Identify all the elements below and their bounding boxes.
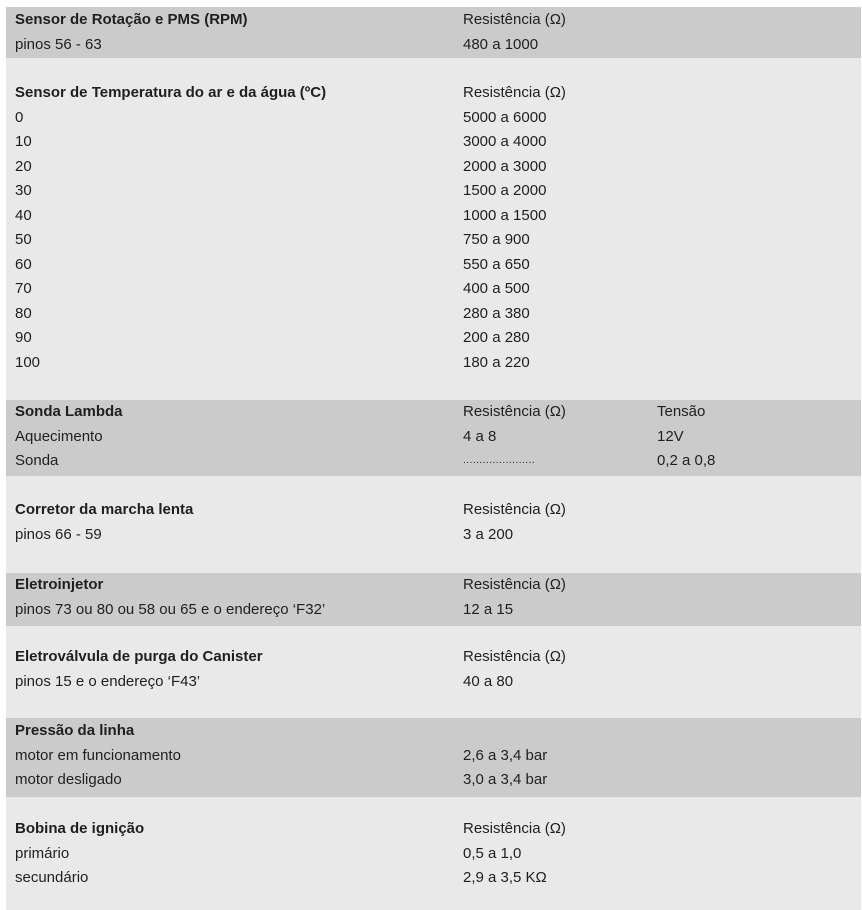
section-temperature-sensor [6, 58, 861, 400]
row-label: pinos 66 - 59 [15, 525, 102, 543]
section-line-pressure [6, 718, 861, 797]
table-row [6, 425, 861, 450]
row-value: 12 a 15 [463, 600, 514, 618]
row-label: 40 [15, 206, 32, 224]
column-header-voltage: Tensão [657, 403, 706, 420]
row-value: 400 a 500 [463, 280, 530, 297]
row-label: motor desligado [15, 771, 122, 788]
row-value: 2,9 a 3,5 KΩ [463, 869, 547, 886]
section-title: Sonda Lambda [15, 403, 123, 420]
row-label: pinos 73 ou 80 ou 58 ou 65 e o endereço ‘F32’ [15, 600, 326, 618]
table-row [6, 449, 861, 474]
section-lambda-probe [6, 400, 861, 476]
table-row [6, 768, 861, 793]
section-header-row [6, 645, 861, 670]
row-label: secundário [15, 869, 89, 886]
row-label: motor em funcionamento [15, 746, 181, 764]
row-label: 70 [15, 280, 32, 297]
row-voltage: 0,2 a 0,8 [657, 452, 716, 469]
table-row [6, 598, 861, 623]
row-label: 80 [15, 304, 32, 322]
table-row [6, 326, 861, 351]
row-label: pinos 15 e o endereço ‘F43’ [15, 672, 201, 690]
column-header-resistance: Resistência (Ω) [463, 84, 566, 101]
section-rpm-sensor [6, 7, 861, 58]
section-header-row [6, 400, 861, 425]
column-header-resistance: Resistência (Ω) [463, 403, 566, 420]
section-canister-valve [6, 626, 861, 718]
table-row [6, 204, 861, 229]
row-label: 0 [15, 108, 24, 126]
row-value: 2,6 a 3,4 bar [463, 746, 548, 764]
section-title: Bobina de ignição [15, 820, 145, 837]
row-value: 550 a 650 [463, 255, 530, 273]
section-title: Eletroválvula de purga do Canister [15, 648, 263, 665]
column-header-resistance: Resistência (Ω) [463, 501, 566, 518]
section-title: Eletroinjetor [15, 576, 104, 593]
row-label: Aquecimento [15, 427, 103, 445]
section-title: Pressão da linha [15, 722, 135, 739]
row-label: 30 [15, 182, 32, 199]
column-header-resistance: Resistência (Ω) [463, 576, 566, 593]
row-value: 200 a 280 [463, 329, 530, 346]
section-header-row [6, 817, 861, 842]
table-row [6, 842, 861, 867]
row-value: 4 a 8 [463, 427, 497, 445]
column-header-resistance: Resistência (Ω) [463, 648, 566, 665]
section-header-row [6, 573, 861, 598]
table-row [6, 253, 861, 278]
row-value: 280 a 380 [463, 304, 530, 322]
section-header-row [6, 719, 861, 744]
section-injector [6, 573, 861, 626]
row-label: 90 [15, 329, 32, 346]
column-header-resistance: Resistência (Ω) [463, 11, 566, 28]
section-header-row [6, 8, 861, 33]
row-value: 3,0 a 3,4 bar [463, 771, 548, 788]
row-value: 2000 a 3000 [463, 157, 547, 175]
table-row [6, 33, 861, 58]
section-header-row [6, 498, 861, 523]
row-value: 1500 a 2000 [463, 182, 547, 199]
row-value: 40 a 80 [463, 672, 514, 690]
row-voltage: 12V [657, 427, 684, 445]
section-title: Sensor de Rotação e PMS (RPM) [15, 11, 248, 28]
table-row [6, 523, 861, 548]
row-label: 100 [15, 353, 41, 371]
table-row [6, 277, 861, 302]
row-value: 5000 a 6000 [463, 108, 547, 126]
table-row [6, 302, 861, 327]
table-row [6, 228, 861, 253]
row-label: 20 [15, 157, 32, 175]
row-label: 10 [15, 133, 32, 150]
row-value: 1000 a 1500 [463, 206, 547, 224]
table-row [6, 744, 861, 769]
table-row [6, 670, 861, 695]
section-header-row [6, 81, 861, 106]
row-value: 3000 a 4000 [463, 133, 547, 150]
section-title: Corretor da marcha lenta [15, 501, 194, 518]
table-row [6, 866, 861, 891]
table-row [6, 155, 861, 180]
table-row [6, 106, 861, 131]
row-value: 3 a 200 [463, 525, 514, 543]
table-row [6, 179, 861, 204]
table-row [6, 351, 861, 376]
row-label: 60 [15, 255, 32, 273]
row-value: 180 a 220 [463, 353, 530, 371]
row-label: Sonda [15, 452, 59, 469]
row-label: primário [15, 844, 70, 862]
row-value: 480 a 1000 [463, 35, 539, 53]
table-row [6, 130, 861, 155]
row-value: 750 a 900 [463, 231, 530, 248]
section-title: Sensor de Temperatura do ar e da água (ºC) [15, 84, 327, 101]
row-value: 0,5 a 1,0 [463, 844, 522, 862]
row-label: pinos 56 - 63 [15, 35, 102, 53]
column-header-resistance: Resistência (Ω) [463, 820, 566, 837]
row-label: 50 [15, 231, 32, 248]
section-ignition-coil [6, 797, 861, 910]
section-idle-corrector [6, 476, 861, 573]
row-value-placeholder: ...................... [463, 455, 536, 466]
